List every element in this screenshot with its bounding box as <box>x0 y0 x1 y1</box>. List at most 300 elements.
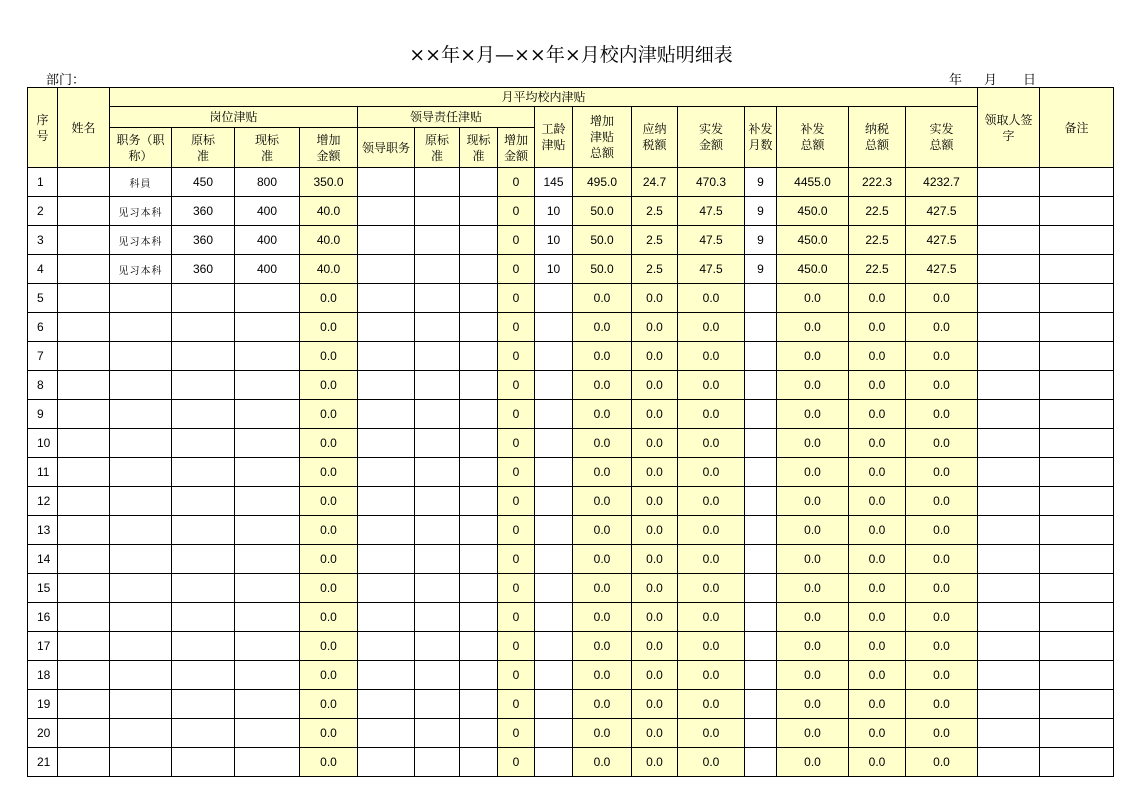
cell-total-increase: 0.0 <box>573 458 632 487</box>
cell-actual: 47.5 <box>678 255 745 284</box>
cell-total-increase: 50.0 <box>573 255 632 284</box>
header-signature: 领取人签字 <box>978 88 1040 168</box>
cell-signature <box>978 690 1040 719</box>
cell-post-current <box>235 661 300 690</box>
date-day-label: 日 <box>1023 73 1037 88</box>
cell-back-total: 0.0 <box>777 313 849 342</box>
cell-back-tax: 0.0 <box>849 313 906 342</box>
cell-lead-title <box>358 197 415 226</box>
date-year-label: 年 <box>949 73 963 88</box>
header-remark: 备注 <box>1040 88 1114 168</box>
cell-back-actual: 0.0 <box>906 574 978 603</box>
cell-actual: 0.0 <box>678 545 745 574</box>
header-back-total: 补发总额 <box>777 107 849 168</box>
cell-post-original: 360 <box>172 226 235 255</box>
header-post-current: 现标准 <box>235 128 300 168</box>
cell-lead-current <box>460 226 498 255</box>
table-row <box>28 632 1114 661</box>
cell-post-original <box>172 313 235 342</box>
cell-back-total: 0.0 <box>777 574 849 603</box>
cell-remark <box>1040 400 1114 429</box>
cell-seniority <box>535 516 573 545</box>
cell-post-current: 400 <box>235 226 300 255</box>
cell-lead-current <box>460 400 498 429</box>
cell-post-original <box>172 516 235 545</box>
cell-lead-current <box>460 632 498 661</box>
cell-lead-increase: 0 <box>498 429 535 458</box>
cell-post-increase: 350.0 <box>300 168 358 197</box>
cell-lead-original <box>415 516 460 545</box>
cell-tax: 2.5 <box>632 226 678 255</box>
cell-remark <box>1040 342 1114 371</box>
cell-post-increase: 40.0 <box>300 255 358 284</box>
cell-post-title <box>110 284 172 313</box>
table-row <box>28 284 1114 313</box>
cell-total-increase: 0.0 <box>573 487 632 516</box>
cell-lead-original <box>415 342 460 371</box>
header-post-original: 原标准 <box>172 128 235 168</box>
cell-back-actual: 0.0 <box>906 603 978 632</box>
cell-total-increase: 0.0 <box>573 371 632 400</box>
cell-name <box>58 661 110 690</box>
cell-back-total: 0.0 <box>777 284 849 313</box>
cell-actual: 0.0 <box>678 429 745 458</box>
cell-remark <box>1040 603 1114 632</box>
header-back-tax: 纳税总额 <box>849 107 906 168</box>
cell-lead-title <box>358 226 415 255</box>
cell-lead-original <box>415 226 460 255</box>
cell-post-original <box>172 632 235 661</box>
cell-post-increase: 0.0 <box>300 342 358 371</box>
cell-lead-increase: 0 <box>498 197 535 226</box>
cell-lead-original <box>415 168 460 197</box>
cell-tax: 0.0 <box>632 458 678 487</box>
cell-back-months <box>745 429 777 458</box>
cell-post-original: 450 <box>172 168 235 197</box>
header-monthly-allowance: 月平均校内津贴 <box>110 88 978 107</box>
cell-actual: 470.3 <box>678 168 745 197</box>
cell-remark <box>1040 284 1114 313</box>
cell-lead-title <box>358 255 415 284</box>
cell-lead-increase: 0 <box>498 487 535 516</box>
cell-seq: 7 <box>28 342 58 371</box>
cell-total-increase: 0.0 <box>573 574 632 603</box>
cell-post-current <box>235 342 300 371</box>
cell-lead-current <box>460 429 498 458</box>
cell-back-tax: 22.5 <box>849 226 906 255</box>
cell-back-total: 0.0 <box>777 371 849 400</box>
cell-remark <box>1040 690 1114 719</box>
cell-lead-original <box>415 458 460 487</box>
cell-actual: 0.0 <box>678 342 745 371</box>
cell-tax: 2.5 <box>632 197 678 226</box>
cell-actual: 47.5 <box>678 197 745 226</box>
cell-post-increase: 0.0 <box>300 371 358 400</box>
table-row <box>28 458 1114 487</box>
cell-back-tax: 0.0 <box>849 690 906 719</box>
cell-seq: 14 <box>28 545 58 574</box>
cell-back-total: 0.0 <box>777 429 849 458</box>
cell-lead-current <box>460 661 498 690</box>
cell-seniority <box>535 400 573 429</box>
table-row <box>28 342 1114 371</box>
cell-back-actual: 0.0 <box>906 545 978 574</box>
cell-signature <box>978 197 1040 226</box>
cell-lead-current <box>460 516 498 545</box>
table-row <box>28 690 1114 719</box>
cell-back-actual: 0.0 <box>906 400 978 429</box>
cell-seq: 16 <box>28 603 58 632</box>
cell-post-title <box>110 400 172 429</box>
cell-lead-current <box>460 168 498 197</box>
table-row <box>28 603 1114 632</box>
cell-seq: 5 <box>28 284 58 313</box>
cell-lead-current <box>460 342 498 371</box>
cell-post-title <box>110 487 172 516</box>
cell-post-original <box>172 603 235 632</box>
header-lead-current: 现标准 <box>460 128 498 168</box>
cell-back-tax: 0.0 <box>849 516 906 545</box>
cell-back-tax: 22.5 <box>849 197 906 226</box>
cell-seq: 2 <box>28 197 58 226</box>
cell-name <box>58 168 110 197</box>
cell-lead-title <box>358 284 415 313</box>
cell-back-tax: 0.0 <box>849 342 906 371</box>
cell-signature <box>978 226 1040 255</box>
cell-back-actual: 427.5 <box>906 226 978 255</box>
cell-seq: 11 <box>28 458 58 487</box>
cell-signature <box>978 255 1040 284</box>
table-row <box>28 400 1114 429</box>
cell-seniority: 10 <box>535 197 573 226</box>
cell-tax: 0.0 <box>632 545 678 574</box>
cell-seq: 9 <box>28 400 58 429</box>
cell-lead-current <box>460 545 498 574</box>
cell-name <box>58 719 110 748</box>
cell-back-months <box>745 400 777 429</box>
cell-post-increase: 0.0 <box>300 545 358 574</box>
cell-back-months: 9 <box>745 255 777 284</box>
cell-post-increase: 0.0 <box>300 574 358 603</box>
cell-lead-title <box>358 371 415 400</box>
cell-total-increase: 0.0 <box>573 690 632 719</box>
cell-seniority <box>535 632 573 661</box>
cell-total-increase: 495.0 <box>573 168 632 197</box>
header-total-increase: 增加津贴总额 <box>573 107 632 168</box>
cell-seq: 8 <box>28 371 58 400</box>
cell-post-current <box>235 632 300 661</box>
cell-total-increase: 0.0 <box>573 603 632 632</box>
header-actual: 实发金额 <box>678 107 745 168</box>
cell-actual: 47.5 <box>678 226 745 255</box>
cell-back-total: 0.0 <box>777 487 849 516</box>
cell-lead-original <box>415 690 460 719</box>
cell-name <box>58 429 110 458</box>
cell-total-increase: 0.0 <box>573 284 632 313</box>
cell-back-months <box>745 690 777 719</box>
cell-signature <box>978 313 1040 342</box>
cell-seq: 21 <box>28 748 58 777</box>
cell-tax: 0.0 <box>632 400 678 429</box>
cell-post-increase: 0.0 <box>300 690 358 719</box>
cell-remark <box>1040 574 1114 603</box>
cell-name <box>58 400 110 429</box>
cell-name <box>58 342 110 371</box>
cell-back-tax: 0.0 <box>849 661 906 690</box>
cell-back-actual: 0.0 <box>906 342 978 371</box>
cell-back-total: 0.0 <box>777 516 849 545</box>
cell-name <box>58 197 110 226</box>
cell-lead-title <box>358 429 415 458</box>
cell-tax: 0.0 <box>632 661 678 690</box>
cell-post-increase: 0.0 <box>300 632 358 661</box>
table-row <box>28 168 1114 197</box>
cell-post-title: 见习本科 <box>110 226 172 255</box>
cell-seniority <box>535 313 573 342</box>
cell-post-title <box>110 690 172 719</box>
cell-lead-original <box>415 719 460 748</box>
cell-post-current <box>235 458 300 487</box>
header-back-actual: 实发总额 <box>906 107 978 168</box>
cell-post-increase: 0.0 <box>300 719 358 748</box>
cell-back-actual: 0.0 <box>906 284 978 313</box>
cell-actual: 0.0 <box>678 690 745 719</box>
cell-post-original <box>172 690 235 719</box>
cell-remark <box>1040 719 1114 748</box>
cell-tax: 0.0 <box>632 487 678 516</box>
cell-signature <box>978 371 1040 400</box>
cell-seq: 6 <box>28 313 58 342</box>
cell-tax: 0.0 <box>632 690 678 719</box>
cell-signature <box>978 429 1040 458</box>
cell-back-total: 0.0 <box>777 661 849 690</box>
cell-back-months <box>745 603 777 632</box>
cell-total-increase: 0.0 <box>573 342 632 371</box>
cell-remark <box>1040 487 1114 516</box>
cell-remark <box>1040 226 1114 255</box>
cell-lead-original <box>415 661 460 690</box>
cell-remark <box>1040 661 1114 690</box>
cell-seq: 13 <box>28 516 58 545</box>
header-post-allowance: 岗位津贴 <box>110 107 358 128</box>
cell-remark <box>1040 458 1114 487</box>
cell-seq: 3 <box>28 226 58 255</box>
cell-back-tax: 0.0 <box>849 603 906 632</box>
cell-lead-increase: 0 <box>498 458 535 487</box>
cell-name <box>58 371 110 400</box>
cell-back-months <box>745 719 777 748</box>
cell-post-original <box>172 400 235 429</box>
cell-post-current <box>235 313 300 342</box>
cell-back-total: 0.0 <box>777 603 849 632</box>
cell-tax: 0.0 <box>632 342 678 371</box>
cell-lead-original <box>415 632 460 661</box>
cell-post-increase: 0.0 <box>300 284 358 313</box>
cell-post-increase: 40.0 <box>300 226 358 255</box>
cell-total-increase: 0.0 <box>573 429 632 458</box>
cell-back-actual: 0.0 <box>906 661 978 690</box>
cell-tax: 0.0 <box>632 632 678 661</box>
cell-lead-current <box>460 487 498 516</box>
cell-total-increase: 0.0 <box>573 516 632 545</box>
header-seniority: 工龄津贴 <box>535 107 573 168</box>
cell-post-title <box>110 545 172 574</box>
cell-signature <box>978 574 1040 603</box>
cell-lead-original <box>415 748 460 777</box>
cell-lead-current <box>460 690 498 719</box>
cell-signature <box>978 487 1040 516</box>
cell-name <box>58 458 110 487</box>
cell-seq: 10 <box>28 429 58 458</box>
cell-seniority: 145 <box>535 168 573 197</box>
cell-signature <box>978 545 1040 574</box>
cell-lead-increase: 0 <box>498 690 535 719</box>
cell-lead-current <box>460 371 498 400</box>
cell-back-actual: 0.0 <box>906 458 978 487</box>
cell-post-current <box>235 603 300 632</box>
header-lead-increase: 增加金额 <box>498 128 535 168</box>
cell-post-original <box>172 719 235 748</box>
cell-lead-increase: 0 <box>498 661 535 690</box>
cell-actual: 0.0 <box>678 516 745 545</box>
cell-lead-current <box>460 458 498 487</box>
cell-name <box>58 516 110 545</box>
cell-actual: 0.0 <box>678 487 745 516</box>
cell-remark <box>1040 168 1114 197</box>
cell-seq: 18 <box>28 661 58 690</box>
cell-post-current <box>235 400 300 429</box>
header-lead-original: 原标准 <box>415 128 460 168</box>
cell-actual: 0.0 <box>678 574 745 603</box>
cell-lead-title <box>358 690 415 719</box>
cell-back-tax: 0.0 <box>849 429 906 458</box>
cell-seniority <box>535 487 573 516</box>
table-row <box>28 748 1114 777</box>
cell-post-title <box>110 371 172 400</box>
cell-remark <box>1040 313 1114 342</box>
cell-remark <box>1040 516 1114 545</box>
cell-back-months <box>745 661 777 690</box>
cell-post-increase: 0.0 <box>300 603 358 632</box>
cell-seniority <box>535 545 573 574</box>
cell-lead-increase: 0 <box>498 748 535 777</box>
cell-post-original <box>172 661 235 690</box>
cell-lead-original <box>415 487 460 516</box>
cell-lead-increase: 0 <box>498 226 535 255</box>
cell-tax: 24.7 <box>632 168 678 197</box>
department-label: 部门： <box>46 73 86 88</box>
cell-lead-title <box>358 400 415 429</box>
cell-post-current: 800 <box>235 168 300 197</box>
cell-remark <box>1040 429 1114 458</box>
cell-total-increase: 0.0 <box>573 545 632 574</box>
cell-back-months: 9 <box>745 168 777 197</box>
cell-actual: 0.0 <box>678 284 745 313</box>
cell-back-total: 0.0 <box>777 400 849 429</box>
cell-lead-current <box>460 313 498 342</box>
cell-back-actual: 0.0 <box>906 516 978 545</box>
cell-back-months <box>745 632 777 661</box>
cell-lead-increase: 0 <box>498 371 535 400</box>
cell-post-title <box>110 313 172 342</box>
cell-back-tax: 0.0 <box>849 487 906 516</box>
cell-total-increase: 0.0 <box>573 632 632 661</box>
cell-lead-original <box>415 574 460 603</box>
cell-tax: 0.0 <box>632 429 678 458</box>
cell-remark <box>1040 255 1114 284</box>
cell-lead-title <box>358 458 415 487</box>
cell-lead-title <box>358 168 415 197</box>
cell-post-title <box>110 574 172 603</box>
cell-signature <box>978 632 1040 661</box>
cell-post-increase: 0.0 <box>300 313 358 342</box>
cell-post-increase: 40.0 <box>300 197 358 226</box>
cell-total-increase: 0.0 <box>573 748 632 777</box>
cell-remark <box>1040 371 1114 400</box>
cell-post-current <box>235 371 300 400</box>
cell-post-original: 360 <box>172 197 235 226</box>
cell-post-increase: 0.0 <box>300 661 358 690</box>
cell-signature <box>978 168 1040 197</box>
cell-post-current <box>235 516 300 545</box>
cell-lead-original <box>415 545 460 574</box>
cell-lead-increase: 0 <box>498 545 535 574</box>
cell-post-current <box>235 719 300 748</box>
cell-actual: 0.0 <box>678 748 745 777</box>
cell-seq: 19 <box>28 690 58 719</box>
cell-back-months <box>745 748 777 777</box>
cell-lead-title <box>358 632 415 661</box>
cell-tax: 2.5 <box>632 255 678 284</box>
cell-signature <box>978 516 1040 545</box>
cell-actual: 0.0 <box>678 603 745 632</box>
cell-lead-increase: 0 <box>498 632 535 661</box>
cell-lead-title <box>358 574 415 603</box>
cell-lead-title <box>358 313 415 342</box>
cell-actual: 0.0 <box>678 313 745 342</box>
cell-post-original <box>172 371 235 400</box>
cell-signature <box>978 603 1040 632</box>
cell-name <box>58 603 110 632</box>
cell-back-actual: 0.0 <box>906 690 978 719</box>
cell-post-current: 400 <box>235 255 300 284</box>
cell-post-current <box>235 429 300 458</box>
cell-seq: 17 <box>28 632 58 661</box>
table-body <box>28 168 1114 777</box>
cell-back-actual: 427.5 <box>906 255 978 284</box>
cell-back-months <box>745 487 777 516</box>
cell-lead-increase: 0 <box>498 342 535 371</box>
cell-back-total: 450.0 <box>777 197 849 226</box>
cell-lead-increase: 0 <box>498 400 535 429</box>
table-row <box>28 255 1114 284</box>
table-row <box>28 313 1114 342</box>
cell-back-total: 0.0 <box>777 748 849 777</box>
cell-back-actual: 0.0 <box>906 487 978 516</box>
cell-name <box>58 748 110 777</box>
cell-lead-current <box>460 255 498 284</box>
date-month-label: 月 <box>984 73 998 88</box>
cell-remark <box>1040 545 1114 574</box>
cell-post-original <box>172 284 235 313</box>
table-row <box>28 371 1114 400</box>
cell-post-current <box>235 284 300 313</box>
cell-lead-current <box>460 603 498 632</box>
header-lead-title: 领导职务 <box>358 128 415 168</box>
cell-post-title: 见习本科 <box>110 255 172 284</box>
cell-back-total: 0.0 <box>777 458 849 487</box>
cell-lead-original <box>415 400 460 429</box>
